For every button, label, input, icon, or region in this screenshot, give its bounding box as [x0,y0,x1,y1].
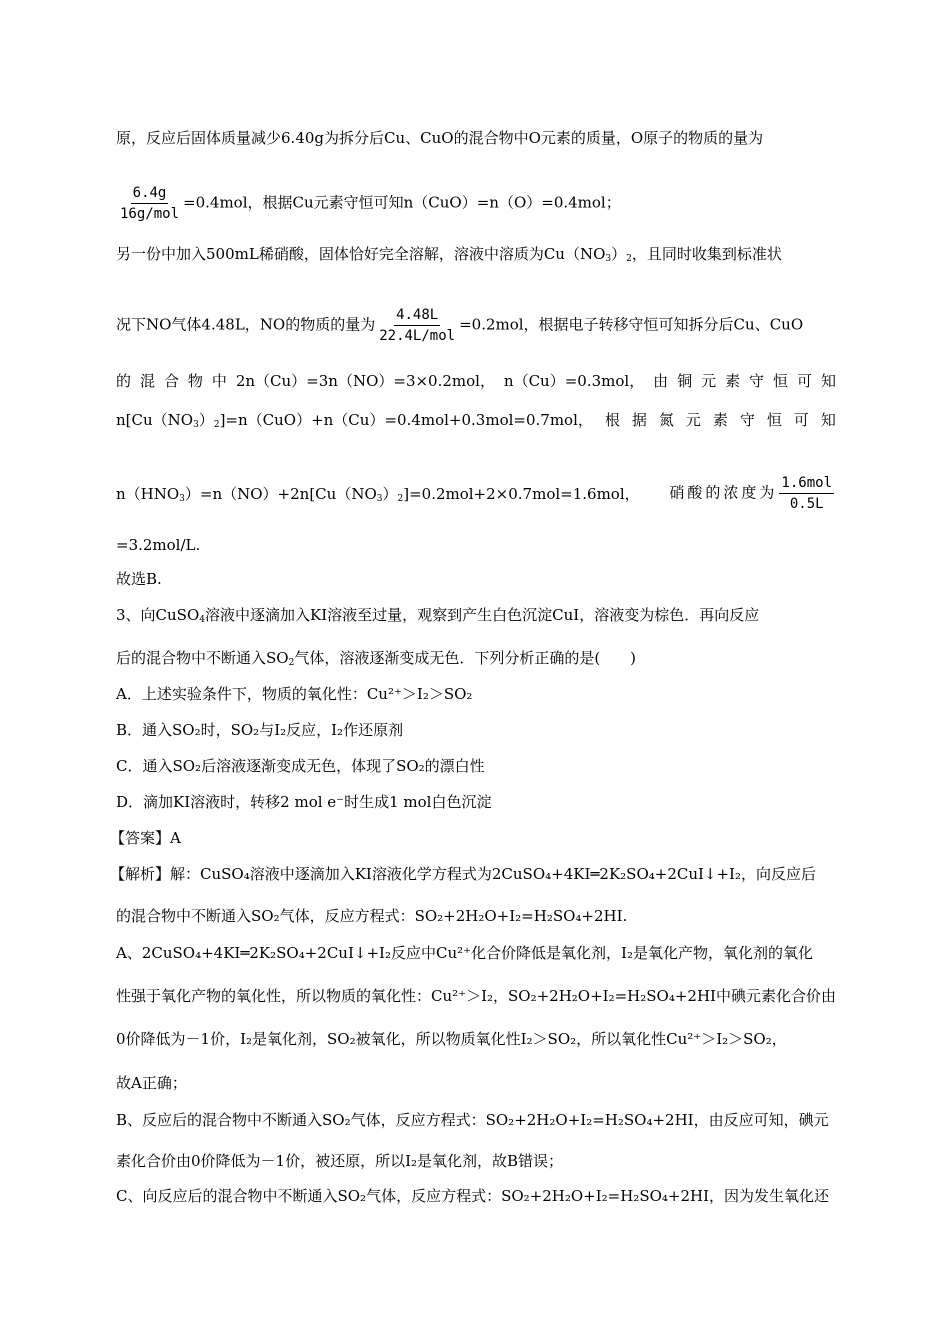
char: 合 [163,372,179,390]
text-span: ]=0.2mol+2×0.7mol=1.6mol， [403,484,640,503]
text-span: n（HNO [116,484,180,503]
char: 混 [139,372,155,390]
text-line-9: 故选B. [116,570,162,588]
subscript: 2 [213,420,220,430]
text-span: ） [198,411,214,429]
char: 素 [712,411,728,429]
text-span: 3、向CuSO [116,606,200,624]
text-span: 后的混合物中不断通入SO [116,649,289,667]
subscript: 3 [605,254,612,264]
char: 元 [685,411,701,429]
char: 根 [604,411,620,429]
subscript: 3 [376,493,383,504]
text-span: 另一份中加入500mL稀硝酸，固体恰好完全溶解，溶液中溶质为Cu（NO [116,245,606,263]
fraction-numerator: 6.4g [131,184,169,204]
fraction-no-moles [377,306,457,345]
analysis-line-1: 【解析】解：CuSO₄溶液中逐滴加入KI溶液化学方程式为2CuSO₄+4KI═2K₂SO₄+2CuI↓+I₂，向反应后 [110,865,816,883]
char: 据 [631,411,647,429]
char: 可 [796,372,812,390]
option-d: D．滴加KI溶液时，转移2 mol e⁻时生成1 mol白色沉淀 [116,793,492,811]
text-span: 况下NO气体4.48L，NO的物质的量为 [116,315,376,334]
fraction-denominator: 0.5L [789,496,824,512]
question-3-stem-line-2 [116,648,636,668]
char: 中 [211,372,227,390]
text-group [116,410,593,430]
char: 恒 [773,372,789,390]
text-line-7 [116,474,836,513]
text-span: =0.4mol，根据Cu元素守恒可知n（CuO）=n（O）=0.4mol； [183,193,621,212]
subscript: 3 [193,420,199,430]
text-line-8: =3.2mol/L. [116,536,201,554]
char: 由 [653,372,669,390]
text-span: ） [611,245,627,263]
char: 元 [701,372,717,390]
char: 守 [739,411,755,429]
subscript: 4 [199,615,205,625]
char: 素 [725,372,741,390]
answer-line: 【答案】A [110,829,181,847]
subscript: 3 [179,493,185,504]
analysis-line-8: 素化合价由0价降低为－1价，被还原，所以I₂是氧化剂，故B错误； [116,1152,564,1170]
option-a: A．上述实验条件下，物质的氧化性：Cu²⁺＞I₂＞SO₂ [116,685,473,703]
question-3-stem-line-1 [116,605,759,625]
char: 知 [820,411,836,429]
text-span: ） [382,484,398,503]
text-line-2 [116,184,621,223]
char: 氮 [658,411,674,429]
char: 恒 [766,411,782,429]
fraction-numerator: 4.48L [394,306,440,326]
subscript: 2 [397,493,404,504]
text-line-1: 原，反应后固体质量减少6.40g为拆分后Cu、CuO的混合物中O元素的质量，O原子的物质的量为 [116,129,764,147]
text-line-4 [116,306,803,345]
text-line-5 [116,371,836,391]
fraction-denominator: 22.4L/mol [379,328,456,344]
char: 的 [116,372,132,390]
char: 物 [187,372,203,390]
char: 知 [820,372,836,390]
analysis-line-3: A、2CuSO₄+4KI═2K₂SO₄+2CuI↓+I₂反应中Cu²⁺化合价降低是氧化剂，I₂是氧化产物，氧化剂的氧化 [116,944,813,962]
char: 铜 [677,372,693,390]
fraction-concentration [779,474,834,513]
text-span: n[Cu（NO [116,411,194,429]
analysis-line-7: B、反应后的混合物中不断通入SO₂气体，反应方程式：SO₂+2H₂O+I₂=H₂SO₄+2HI，由反应可知，碘元 [116,1111,829,1129]
text-span: ）=n（NO）+2n[Cu（NO [184,484,377,503]
subscript: 2 [626,254,632,264]
text-span: 气体，溶液逐渐变成无色．下列分析正确的是( ) [294,649,637,667]
text-span: 溶液中逐滴加入KI溶液至过量，观察到产生白色沉淀CuI，溶液变为棕色．再向反应 [205,606,760,624]
option-b: B．通入SO₂时，SO₂与I₂反应，I₂作还原剂 [116,721,404,739]
fraction-denominator: 16g/mol [120,206,180,222]
analysis-line-2: 的混合物中不断通入SO₂气体，反应方程式：SO₂+2H₂O+I₂=H₂SO₄+2HI. [116,907,628,925]
analysis-line-6: 故A正确； [116,1074,187,1092]
text-span: n（Cu）=0.3mol， [503,372,645,390]
text-line-6 [116,410,836,430]
text-line-3 [116,244,782,264]
char: 守 [749,372,765,390]
analysis-line-5: 0价降低为－1价，I₂是氧化剂，SO₂被氧化，所以物质氧化性I₂＞SO₂，所以氧化性Cu²⁺＞I₂＞SO₂， [116,1030,787,1048]
text-span: 硝酸的浓度为 [669,483,778,502]
fraction-numerator: 1.6mol [779,474,834,494]
subscript: 2 [288,658,295,668]
text-group [116,484,640,504]
text-span: 2n（Cu）=3n（NO）=3×0.2mol， [235,372,495,390]
analysis-line-4: 性强于氧化产物的氧化性，所以物质的氧化性：Cu²⁺＞I₂，SO₂+2H₂O+I₂=H₂SO₄+2HI中碘元素化合价由 [116,987,836,1005]
text-group [669,474,836,513]
char: 可 [793,411,809,429]
text-span: ，且同时收集到标准状 [631,245,782,263]
text-span: ]=n（CuO）+n（Cu）=0.4mol+0.3mol=0.7mol， [219,411,593,429]
fraction-o-moles [118,184,181,223]
option-c: C．通入SO₂后溶液逐渐变成无色，体现了SO₂的漂白性 [116,757,485,775]
analysis-line-9: C、向反应后的混合物中不断通入SO₂气体，反应方程式：SO₂+2H₂O+I₂=H₂SO₄+2HI，因为发生氧化还 [116,1187,830,1205]
text-span: =0.2mol，根据电子转移守恒可知拆分后Cu、CuO [459,315,804,334]
